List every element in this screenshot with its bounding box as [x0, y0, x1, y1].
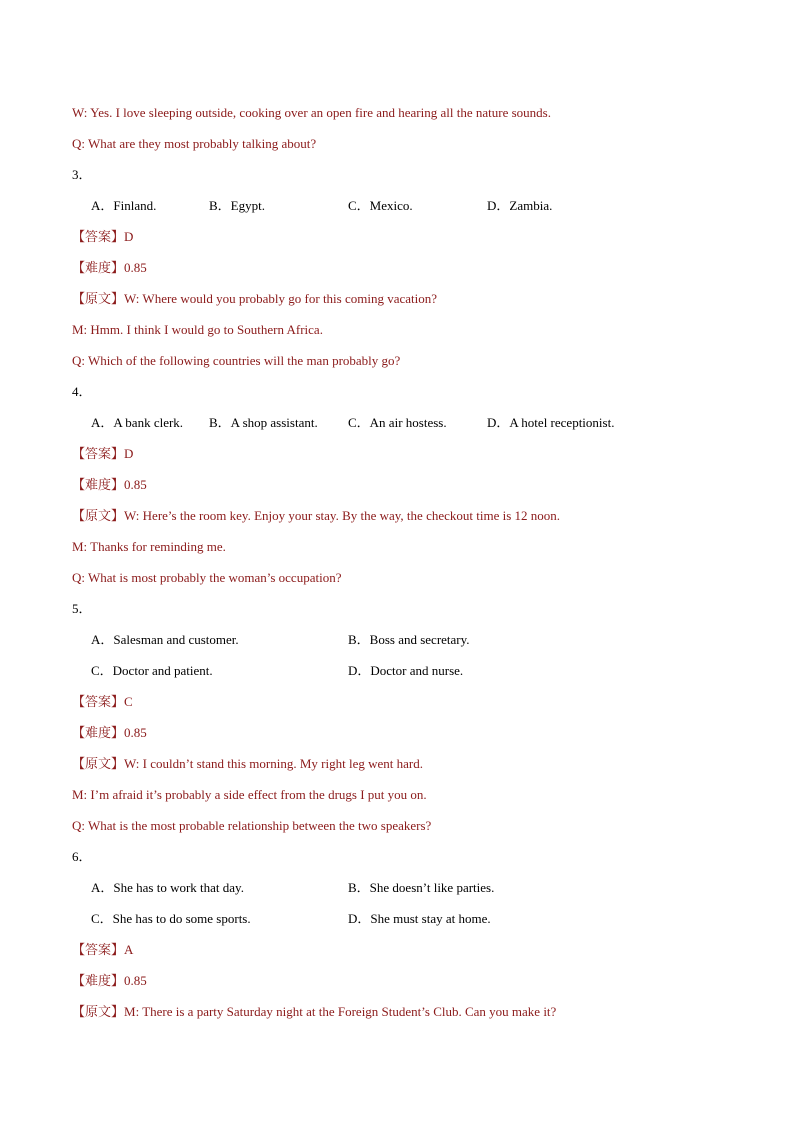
- difficulty-line: [72, 969, 732, 1000]
- source-tag: 【原文】: [72, 756, 125, 771]
- source-text: W: I couldn’t stand this morning. My right leg went hard.: [124, 756, 423, 771]
- option-d: D．Doctor and nurse.: [348, 663, 464, 678]
- dialog-line: M: Hmm. I think I would go to Southern Africa.: [72, 322, 323, 337]
- options-row: [72, 907, 732, 938]
- difficulty-value: 0.85: [124, 260, 147, 275]
- options-row: [72, 194, 732, 225]
- source-line: [72, 1000, 732, 1031]
- options-row: [72, 628, 732, 659]
- options-row: [72, 659, 732, 690]
- source-tag: 【原文】: [72, 508, 125, 523]
- document-page: [72, 101, 732, 1031]
- answer-line: [72, 690, 732, 721]
- option-b: B．Boss and secretary.: [348, 632, 470, 647]
- dialog-line: W: Yes. I love sleeping outside, cooking over an open fire and hearing all the nature sounds.: [72, 105, 551, 120]
- option-d: D．A hotel receptionist.: [487, 415, 615, 430]
- difficulty-line: [72, 256, 732, 287]
- question-line: Q: What is most probably the woman’s occupation?: [72, 570, 342, 585]
- question-number: 5．: [72, 601, 92, 616]
- answer-line: [72, 938, 732, 969]
- answer-value: D: [124, 229, 134, 244]
- source-text: M: There is a party Saturday night at the Foreign Student’s Club. Can you make it?: [124, 1004, 557, 1019]
- option-b: B．She doesn’t like parties.: [348, 880, 495, 895]
- option-d: D．She must stay at home.: [348, 911, 491, 926]
- question-line: Q: Which of the following countries will the man probably go?: [72, 353, 401, 368]
- difficulty-value: 0.85: [124, 725, 147, 740]
- option-d: D．Zambia.: [487, 198, 553, 213]
- difficulty-tag: 【难度】: [72, 260, 125, 275]
- answer-line: [72, 225, 732, 256]
- answer-line: [72, 442, 732, 473]
- question-line: Q: What is the most probable relationship between the two speakers?: [72, 818, 432, 833]
- difficulty-line: [72, 473, 732, 504]
- source-tag: 【原文】: [72, 1004, 125, 1019]
- difficulty-tag: 【难度】: [72, 973, 125, 988]
- question-number: 6．: [72, 849, 92, 864]
- source-tag: 【原文】: [72, 291, 125, 306]
- option-a: A．A bank clerk.: [91, 415, 184, 430]
- source-line: [72, 504, 732, 535]
- source-text: W: Where would you probably go for this coming vacation?: [124, 291, 438, 306]
- option-a: A．Salesman and customer.: [91, 632, 239, 647]
- source-text: W: Here’s the room key. Enjoy your stay. By the way, the checkout time is 12 noon.: [124, 508, 561, 523]
- answer-value: A: [124, 942, 134, 957]
- source-line: [72, 287, 732, 318]
- option-b: B．Egypt.: [209, 198, 265, 213]
- option-a: A．She has to work that day.: [91, 880, 244, 895]
- question-line: Q: What are they most probably talking about?: [72, 136, 317, 151]
- option-a: A．Finland.: [91, 198, 157, 213]
- option-c: C．She has to do some sports.: [91, 911, 251, 926]
- answer-value: D: [124, 446, 134, 461]
- option-c: C．Doctor and patient.: [91, 663, 213, 678]
- question-number: 3．: [72, 167, 92, 182]
- difficulty-line: [72, 721, 732, 752]
- options-row: [72, 411, 732, 442]
- difficulty-value: 0.85: [124, 973, 147, 988]
- dialog-line: M: I’m afraid it’s probably a side effect from the drugs I put you on.: [72, 787, 427, 802]
- difficulty-value: 0.85: [124, 477, 147, 492]
- answer-value: C: [124, 694, 133, 709]
- answer-tag: 【答案】: [72, 942, 125, 957]
- question-number: 4．: [72, 384, 92, 399]
- options-row: [72, 876, 732, 907]
- option-c: C．An air hostess.: [348, 415, 447, 430]
- dialog-line: M: Thanks for reminding me.: [72, 539, 226, 554]
- answer-tag: 【答案】: [72, 694, 125, 709]
- option-c: C．Mexico.: [348, 198, 413, 213]
- option-b: B．A shop assistant.: [209, 415, 318, 430]
- answer-tag: 【答案】: [72, 229, 125, 244]
- source-line: [72, 752, 732, 783]
- difficulty-tag: 【难度】: [72, 477, 125, 492]
- answer-tag: 【答案】: [72, 446, 125, 461]
- difficulty-tag: 【难度】: [72, 725, 125, 740]
